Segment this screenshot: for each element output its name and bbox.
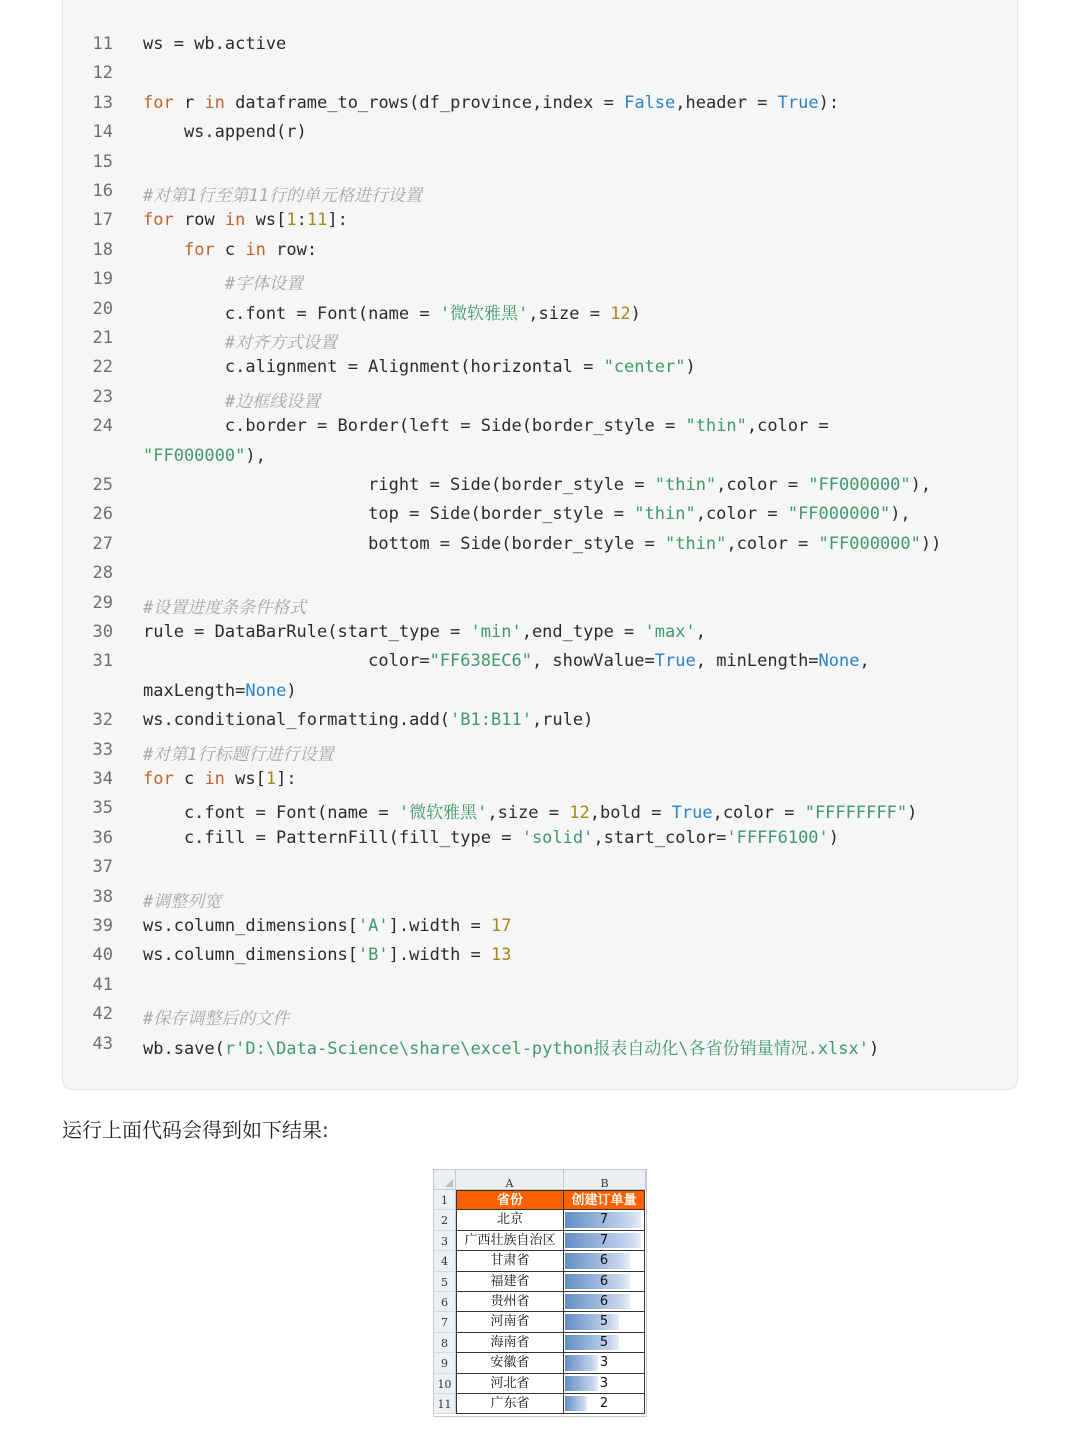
data-bar (565, 1355, 598, 1370)
table-row (434, 1292, 646, 1312)
data-bar (565, 1294, 630, 1309)
line-number: 19 (92, 269, 113, 290)
line-number: 32 (92, 710, 113, 731)
code-text: c.font = Font(name = '微软雅黑',size = 12,bold = True,color = "FFFFFFFF") (143, 803, 918, 824)
table-row (434, 1210, 646, 1230)
cell-province[interactable]: 广西壮族自治区 (456, 1231, 564, 1251)
cell-province[interactable]: 贵州省 (456, 1292, 564, 1312)
line-number: 24 (92, 416, 113, 437)
line-number: 25 (92, 475, 113, 495)
order-value: 5 (599, 1314, 609, 1330)
order-value: 5 (599, 1334, 609, 1350)
code-line (63, 324, 1019, 353)
row-number[interactable]: 4 (434, 1251, 456, 1271)
row-number[interactable]: 10 (434, 1374, 456, 1394)
code-line (63, 647, 1019, 676)
code-line (63, 1030, 1019, 1059)
code-text: #对第1行至第11行的单元格进行设置 (143, 186, 422, 206)
line-number: 26 (92, 504, 113, 525)
cell-province[interactable]: 北京 (456, 1210, 564, 1230)
order-value: 3 (599, 1375, 609, 1391)
line-number: 20 (92, 298, 113, 319)
code-line (63, 118, 1019, 147)
code-line (63, 30, 1019, 59)
line-number: 33 (92, 739, 113, 760)
table-row (434, 1231, 646, 1251)
code-text: wb.save(r'D:\Data-Science\share\excel-python报表自动化\各省份销量情况.xlsx') (143, 1038, 880, 1059)
code-text: ws = wb.active (143, 34, 287, 54)
line-number: 27 (92, 533, 113, 554)
code-block (62, 0, 1018, 1090)
code-text: maxLength=None) (143, 680, 297, 701)
code-text: ws.conditional_formatting.add('B1:B11',rule) (143, 710, 594, 731)
code-line (63, 971, 1019, 1000)
line-number: 15 (92, 151, 113, 172)
code-line (63, 500, 1019, 529)
code-line (63, 618, 1019, 647)
order-value: 7 (599, 1232, 609, 1248)
cell-orders[interactable] (564, 1312, 645, 1332)
line-number: 38 (92, 886, 113, 907)
code-text: for row in ws[1:11]: (143, 210, 348, 231)
table-row (434, 1394, 646, 1414)
table-row (434, 1312, 646, 1332)
row-number[interactable]: 6 (434, 1292, 456, 1312)
cell-province[interactable]: 福建省 (456, 1272, 564, 1292)
code-text: for c in row: (183, 239, 318, 260)
row-number[interactable]: 8 (434, 1333, 456, 1353)
table-row (434, 1251, 646, 1271)
code-line (63, 236, 1019, 265)
line-number: 17 (92, 210, 113, 231)
code-line (63, 677, 1019, 706)
cell-orders[interactable] (564, 1272, 645, 1292)
line-number: 43 (92, 1033, 113, 1054)
code-text: #对第1行标题行进行设置 (143, 744, 334, 765)
code-line (63, 295, 1019, 324)
code-text: ws.append(r) (143, 122, 307, 143)
code-text: #对齐方式设置 (224, 333, 338, 353)
code-line (63, 589, 1019, 618)
line-number: 16 (92, 181, 113, 201)
row-number[interactable]: 2 (434, 1210, 456, 1230)
line-number: 21 (92, 328, 113, 348)
code-line (63, 412, 1019, 441)
cell-orders[interactable] (564, 1251, 645, 1271)
data-bar (565, 1314, 619, 1329)
code-text: bottom = Side(border_style = "thin",color = "FF000000")) (143, 533, 942, 554)
code-text: c.font = Font(name = '微软雅黑',size = 12) (143, 303, 641, 324)
cell-orders[interactable] (564, 1353, 645, 1373)
data-bar (565, 1253, 630, 1268)
line-number: 35 (92, 798, 113, 819)
code-text: #边框线设置 (224, 391, 321, 412)
code-line (63, 912, 1019, 941)
line-number: 31 (92, 651, 113, 672)
line-number: 13 (92, 92, 113, 113)
code-text: ws.column_dimensions['B'].width = 13 (143, 945, 512, 966)
code-text: #字体设置 (224, 274, 304, 295)
line-number: 22 (92, 357, 113, 378)
line-number: 41 (92, 974, 113, 995)
code-line (63, 853, 1019, 882)
code-text: for c in ws[1]: (143, 769, 297, 789)
header-cell-orders[interactable]: 创建订单量 (564, 1190, 645, 1210)
code-line (63, 736, 1019, 765)
order-value: 6 (599, 1294, 609, 1309)
code-line (63, 530, 1019, 559)
line-number: 36 (92, 827, 113, 848)
data-bar (565, 1376, 598, 1391)
table-row (434, 1374, 646, 1394)
line-number: 18 (92, 239, 113, 260)
code-text: c.fill = PatternFill(fill_type = 'solid',start_color='FFFF6100') (143, 827, 840, 848)
table-header-row (434, 1190, 646, 1210)
cell-province[interactable]: 海南省 (456, 1333, 564, 1353)
code-line (63, 1000, 1019, 1029)
column-header-a[interactable]: A (456, 1170, 564, 1190)
cell-orders[interactable] (564, 1231, 645, 1251)
code-text: rule = DataBarRule(start_type = 'min',end_type = 'max', (143, 622, 706, 642)
code-text: ws.column_dimensions['A'].width = 17 (143, 916, 512, 936)
cell-province[interactable]: 河南省 (456, 1312, 564, 1332)
line-number: 39 (92, 916, 113, 936)
cell-orders[interactable] (564, 1333, 645, 1353)
cell-province[interactable]: 河北省 (456, 1374, 564, 1394)
line-number: 37 (92, 857, 113, 878)
table-row (434, 1272, 646, 1292)
code-text: top = Side(border_style = "thin",color = "FF000000"), (143, 504, 911, 525)
cell-province[interactable]: 广东省 (456, 1394, 564, 1414)
code-text: "FF000000"), (143, 445, 266, 466)
code-line (63, 265, 1019, 294)
code-line (63, 383, 1019, 412)
code-line (63, 883, 1019, 912)
row-number[interactable]: 1 (434, 1190, 456, 1210)
code-line (63, 941, 1019, 970)
code-line (63, 765, 1019, 794)
cell-orders[interactable] (564, 1374, 645, 1394)
order-value: 3 (599, 1355, 609, 1371)
code-line (63, 559, 1019, 588)
code-line (63, 148, 1019, 177)
select-all-corner[interactable] (434, 1170, 456, 1190)
code-line (63, 206, 1019, 235)
row-number[interactable]: 3 (434, 1231, 456, 1251)
excel-result-table (433, 1169, 647, 1417)
order-value: 6 (599, 1253, 609, 1269)
code-text: color="FF638EC6", showValue=True, minLength=None, (143, 651, 870, 672)
line-number: 42 (92, 1004, 113, 1025)
column-header-b[interactable]: B (564, 1170, 646, 1190)
code-line (63, 706, 1019, 735)
code-line (63, 89, 1019, 118)
line-number: 11 (92, 34, 113, 54)
line-number: 29 (92, 592, 113, 613)
line-number: 14 (92, 122, 113, 143)
cell-orders[interactable] (564, 1292, 645, 1312)
data-bar (565, 1274, 630, 1289)
order-value: 7 (599, 1212, 609, 1228)
code-text: #保存调整后的文件 (143, 1009, 290, 1030)
code-text: #设置进度条条件格式 (143, 597, 307, 618)
row-number[interactable]: 11 (434, 1394, 456, 1414)
code-text: c.alignment = Alignment(horizontal = "center") (143, 357, 696, 378)
code-text: c.border = Border(left = Side(border_style = "thin",color = (143, 416, 829, 437)
result-caption: 运行上面代码会得到如下结果: (62, 1118, 329, 1142)
row-number[interactable]: 5 (434, 1272, 456, 1292)
row-number[interactable]: 9 (434, 1353, 456, 1373)
code-text: #调整列宽 (143, 891, 222, 912)
header-cell-province[interactable]: 省份 (456, 1190, 564, 1210)
data-bar (565, 1396, 587, 1411)
line-number: 40 (92, 945, 113, 966)
line-number: 28 (92, 563, 113, 584)
code-line (63, 794, 1019, 823)
row-number[interactable]: 7 (434, 1312, 456, 1332)
code-text: for r in dataframe_to_rows(df_province,index = False,header = True): (143, 92, 840, 113)
cell-province[interactable]: 甘肃省 (456, 1251, 564, 1271)
line-number: 12 (92, 63, 113, 84)
line-number: 23 (92, 386, 113, 407)
data-bar (565, 1335, 619, 1350)
code-line (63, 471, 1019, 500)
order-value: 2 (599, 1396, 609, 1411)
line-number: 30 (92, 622, 113, 642)
table-row (434, 1353, 646, 1373)
code-text: right = Side(border_style = "thin",color = "FF000000"), (143, 475, 932, 495)
code-line (63, 59, 1019, 88)
order-value: 6 (599, 1273, 609, 1289)
code-line (63, 353, 1019, 382)
cell-province[interactable]: 安徽省 (456, 1353, 564, 1373)
table-row (434, 1333, 646, 1353)
code-line (63, 824, 1019, 853)
code-line (63, 177, 1019, 206)
code-line (63, 442, 1019, 471)
line-number: 34 (92, 769, 113, 789)
cell-orders[interactable] (564, 1394, 645, 1414)
cell-orders[interactable] (564, 1210, 645, 1230)
